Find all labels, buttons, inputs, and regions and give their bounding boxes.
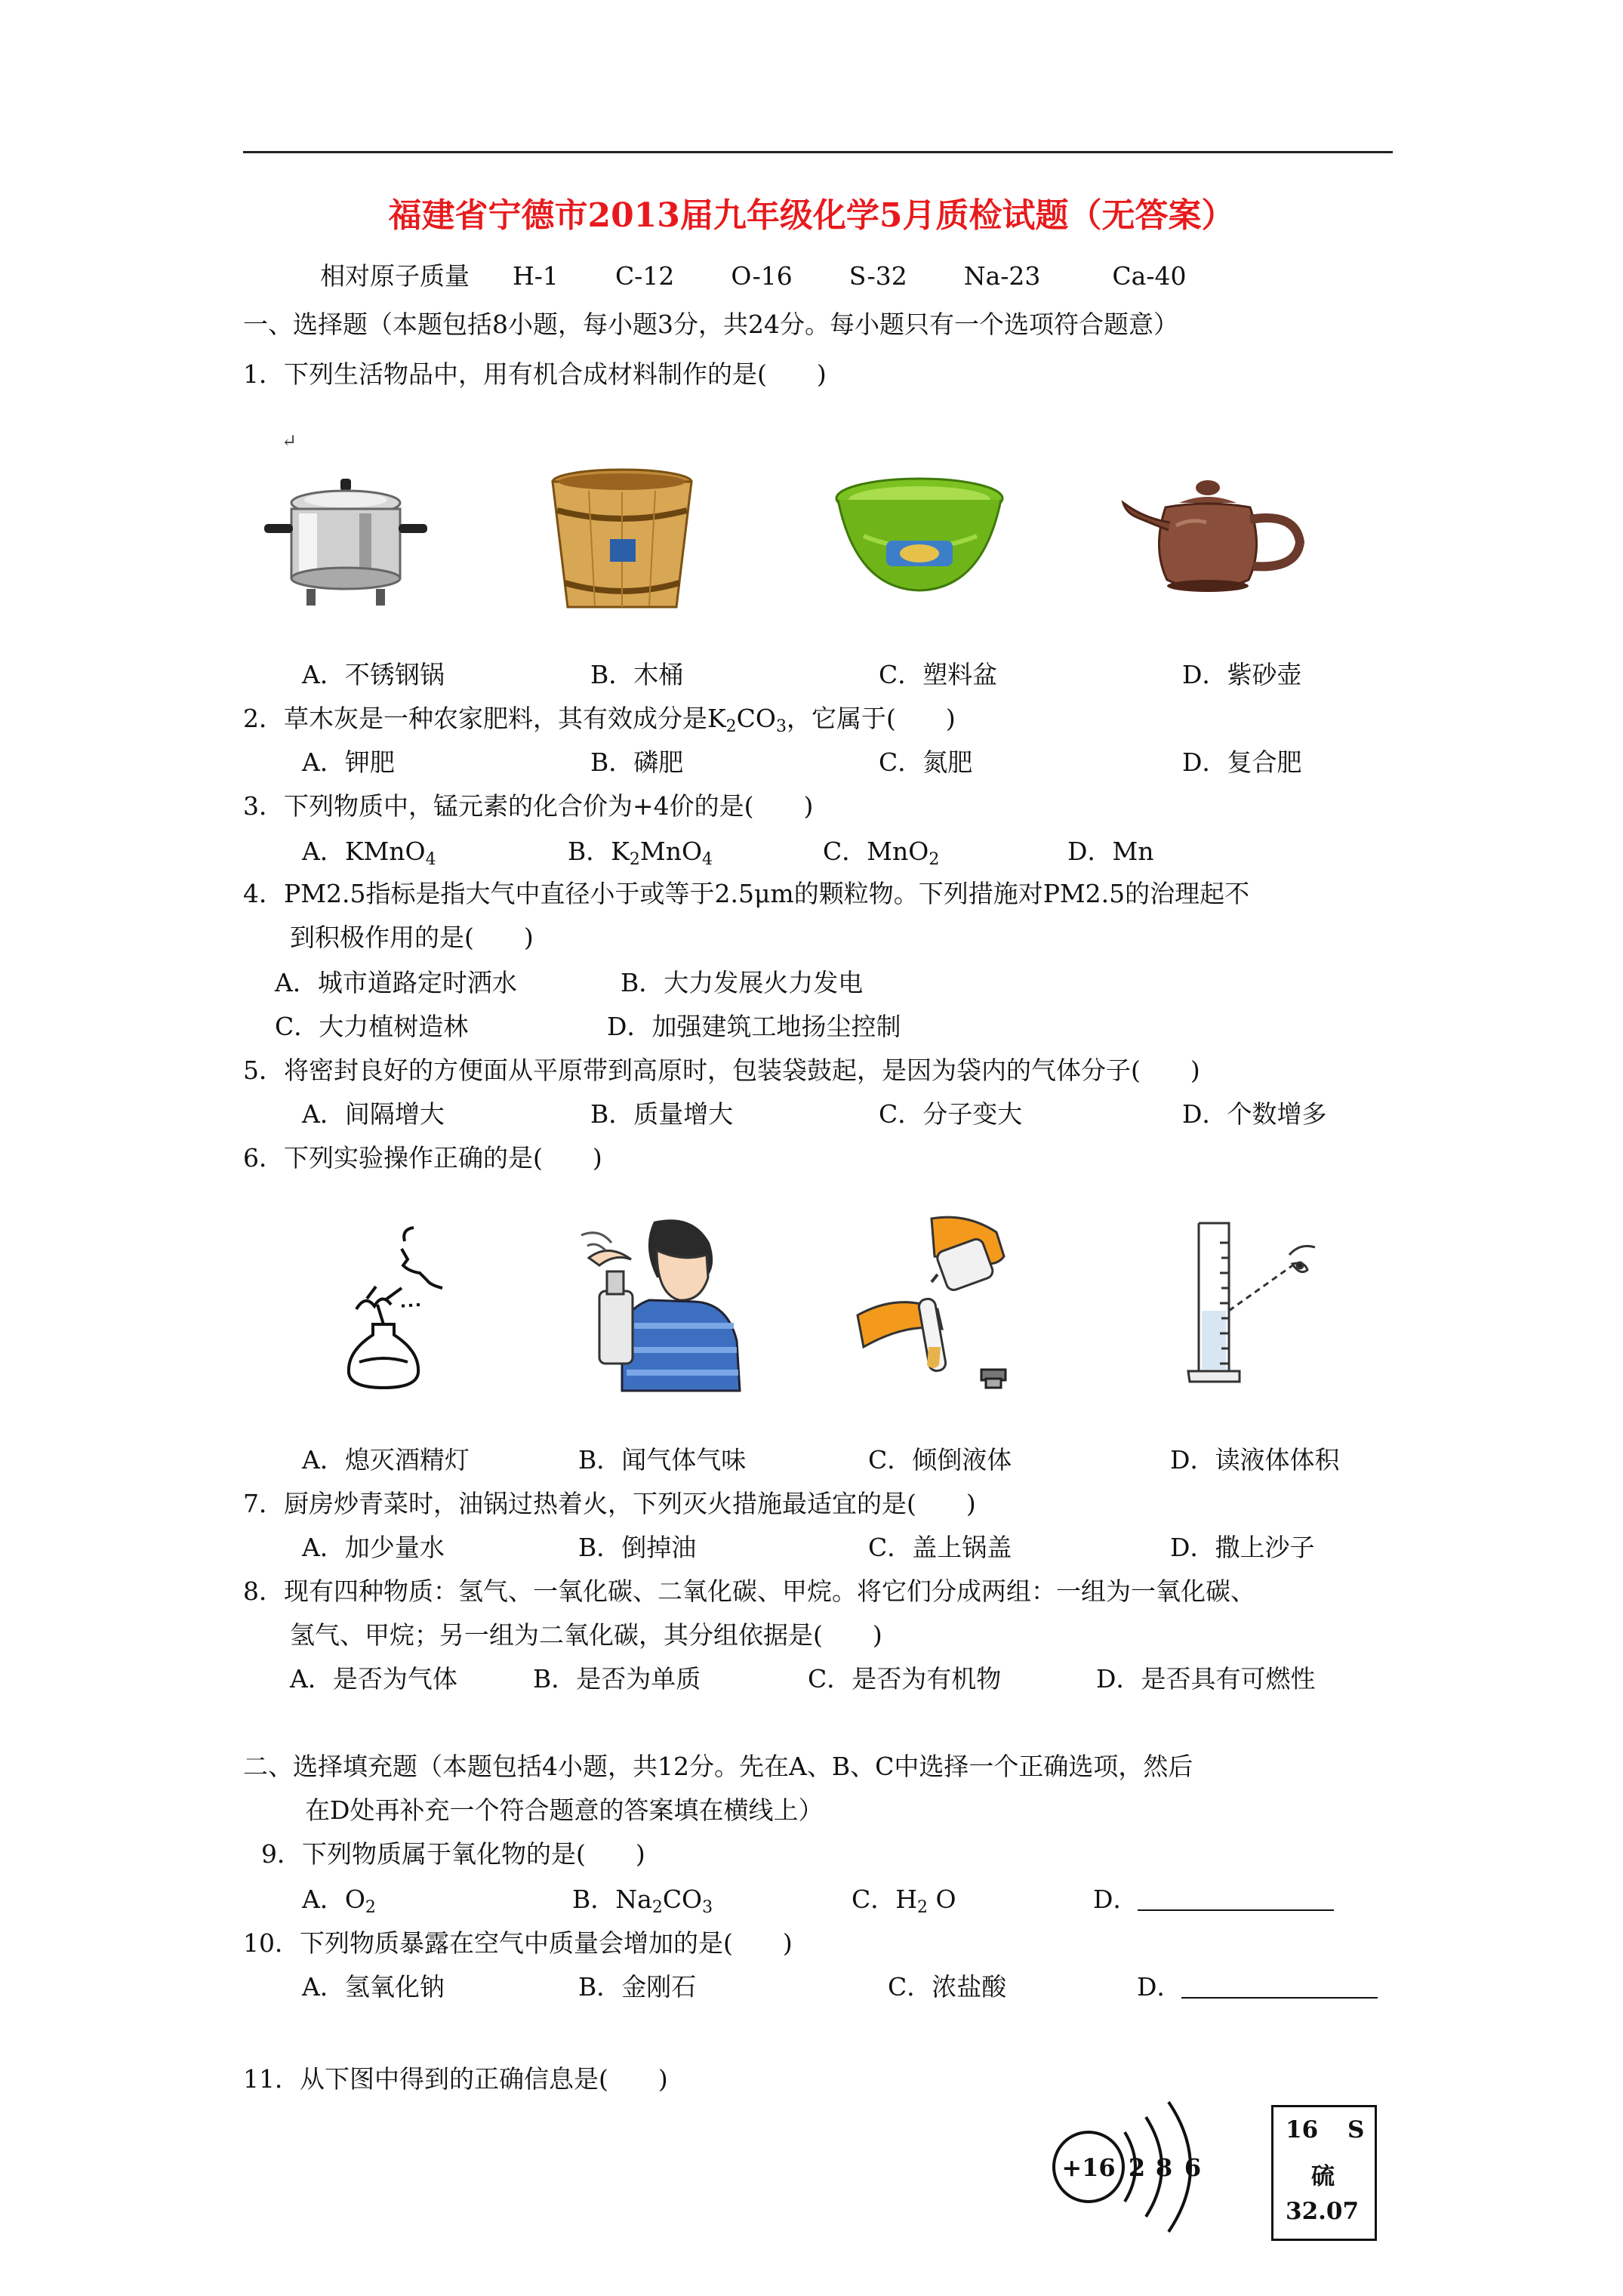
q2-stem: [243, 704, 956, 734]
atomic-mass-ca: Ca-40: [1112, 261, 1187, 291]
q1-option-b: B．木桶: [590, 660, 684, 689]
q7-option-a: A．加少量水: [302, 1533, 445, 1562]
q2-stem-sub2: 3: [775, 717, 787, 736]
q3-option-a-sub: 4: [425, 850, 436, 869]
q4-option-d: D．加强建筑工地扬尘控制: [607, 1012, 901, 1041]
q3-option-b-pre: B．K: [568, 837, 630, 866]
q3-option-c: [823, 837, 939, 867]
q6-option-a: A．熄灭酒精灯: [302, 1445, 470, 1475]
element-name: 硫: [1311, 2163, 1335, 2190]
q10-option-d-text: D．: [1137, 1972, 1182, 2002]
q4-option-c: C．大力植树造林: [275, 1012, 469, 1041]
q9-option-a-text: A．O: [302, 1885, 365, 1914]
q8-option-a: A．是否为气体: [290, 1664, 457, 1693]
element-number: 16: [1286, 2116, 1319, 2143]
q10-option-d: [1137, 1972, 1378, 2002]
q9-option-c-post: O: [928, 1885, 956, 1914]
q2-option-d: D．复合肥: [1182, 747, 1302, 777]
q2-option-c: C．氮肥: [879, 747, 973, 777]
q9-option-b-pre: B．Na: [572, 1885, 652, 1914]
q9-option-b: [572, 1885, 713, 1915]
pouring-liquid-icon: [853, 1214, 1034, 1395]
q9-option-b-sub1: 2: [651, 1898, 663, 1917]
q6-option-d: D．读液体体积: [1170, 1445, 1340, 1475]
q5-option-a: A．间隔增大: [302, 1099, 445, 1129]
atomic-mass-c: C-12: [614, 261, 675, 291]
element-mass: 32.07: [1286, 2198, 1360, 2225]
q9-option-c-sub: 2: [917, 1898, 929, 1917]
q8-option-b: B．是否为单质: [533, 1664, 701, 1693]
q8-stem-line1: 8．现有四种物质：氢气、一氧化碳、二氧化碳、甲烷。将它们分成两组：一组为一氧化碳、: [243, 1576, 1255, 1606]
atomic-mass-o: O-16: [731, 261, 793, 291]
header-rule: [243, 151, 1393, 153]
q9-answer-blank[interactable]: [1138, 1887, 1334, 1911]
atomic-mass-na: Na-23: [963, 261, 1041, 291]
graduated-cylinder-reading-icon: [1187, 1220, 1335, 1391]
q11-stem: 11．从下图中得到的正确信息是( ): [243, 2064, 668, 2094]
q8-option-d: D．是否具有可燃性: [1096, 1664, 1316, 1693]
q5-option-c: C．分子变大: [879, 1099, 1023, 1129]
q9-stem: 9．下列物质属于氧化物的是( ): [261, 1839, 645, 1869]
q10-option-c: C．浓盐酸: [888, 1972, 1007, 2002]
element-info-box: [1271, 2105, 1377, 2241]
q7-option-c: C．盖上锅盖: [868, 1533, 1012, 1562]
q10-answer-blank[interactable]: [1181, 1974, 1378, 1999]
q3-option-c-text: C．MnO: [823, 837, 929, 866]
q6-option-b: B．闻气体气味: [578, 1445, 747, 1475]
q3-stem: 3．下列物质中，锰元素的化合价为+4价的是( ): [243, 791, 814, 821]
q10-option-b: B．金刚石: [578, 1972, 697, 2002]
q1-option-c: C．塑料盆: [879, 660, 998, 689]
q3-option-a-text: A．KMnO: [302, 837, 426, 866]
nucleus-charge: +16: [1061, 2153, 1116, 2182]
q1-option-d: D．紫砂壶: [1182, 660, 1302, 689]
q9-option-a: [302, 1885, 376, 1915]
q2-option-a: A．钾肥: [302, 747, 395, 777]
q9-option-c-pre: C．H: [852, 1885, 918, 1914]
q3-option-b-mid: MnO: [639, 837, 703, 866]
q3-option-c-sub: 2: [929, 850, 940, 869]
q7-stem: 7．厨房炒青菜时，油锅过热着火，下列灭火措施最适宜的是( ): [243, 1489, 976, 1518]
section1-heading: 一、选择题（本题包括8小题，每小题3分，共24分。每小题只有一个选项符合题意）: [243, 310, 1178, 339]
q4-option-a: A．城市道路定时洒水: [275, 968, 517, 997]
shell-3-count: 6: [1184, 2153, 1202, 2182]
q9-option-a-sub: 2: [365, 1898, 376, 1917]
q3-option-a: [302, 837, 436, 867]
shell-1-count: 2: [1128, 2153, 1146, 2182]
q1-stem: 1．下列生活物品中，用有机合成材料制作的是( ): [243, 359, 827, 389]
atomic-mass-line: [320, 261, 1187, 291]
q9-option-d-text: D．: [1093, 1885, 1138, 1914]
section2-heading-line2: 在D处再补充一个符合题意的答案填在横线上）: [305, 1795, 824, 1825]
q4-option-b: B．大力发展火力发电: [621, 968, 864, 997]
plastic-basin-icon: [833, 476, 1006, 596]
q8-stem-line2: 氢气、甲烷；另一组为二氧化碳，其分组依据是( ): [290, 1620, 882, 1650]
boy-smelling-gas-icon: [566, 1213, 740, 1391]
shell-2-count: 8: [1155, 2153, 1173, 2182]
q5-option-b: B．质量增大: [590, 1099, 734, 1129]
element-symbol: S: [1347, 2116, 1365, 2143]
q7-option-b: B．倒掉油: [578, 1533, 697, 1562]
alcohol-lamp-blowing-icon: [329, 1226, 473, 1392]
q3-option-b-sub2: 4: [702, 850, 713, 869]
q2-stem-post: ，它属于( ): [786, 704, 956, 733]
q2-option-b: B．磷肥: [590, 747, 684, 777]
q8-option-c: C．是否为有机物: [808, 1664, 1002, 1693]
atomic-mass-label: 相对原子质量: [320, 261, 470, 291]
q5-stem: 5．将密封良好的方便面从平原带到高原时，包装袋鼓起，是因为袋内的气体分子( ): [243, 1056, 1200, 1085]
wooden-bucket-icon: [547, 467, 698, 615]
q9-option-c: [852, 1885, 956, 1915]
q10-stem: 10．下列物质暴露在空气中质量会增加的是( ): [243, 1928, 793, 1958]
paragraph-mark: ↵: [282, 430, 297, 451]
atomic-mass-h: H-1: [513, 261, 559, 291]
q2-stem-pre: 2．草木灰是一种农家肥料，其有效成分是K: [243, 704, 726, 733]
teapot-icon: [1116, 473, 1315, 603]
q2-stem-mid: CO: [736, 704, 776, 733]
q4-stem-line2: 到积极作用的是( ): [290, 923, 534, 952]
atomic-mass-s: S-32: [848, 261, 907, 291]
q10-option-a: A．氢氧化钠: [302, 1972, 445, 2002]
section2-heading-line1: 二、选择填充题（本题包括4小题，共12分。先在A、B、C中选择一个正确选项，然后: [243, 1752, 1193, 1781]
sulfur-atom-structure-diagram: [1042, 2087, 1223, 2253]
q6-stem: 6．下列实验操作正确的是( ): [243, 1143, 602, 1173]
q9-option-b-sub2: 3: [702, 1898, 713, 1917]
q9-option-d: [1093, 1885, 1334, 1915]
q3-option-d: D．Mn: [1067, 837, 1154, 866]
q3-option-b-sub1: 2: [629, 850, 640, 869]
q7-option-d: D．撒上沙子: [1170, 1533, 1315, 1562]
q6-option-c: C．倾倒液体: [868, 1445, 1012, 1475]
q3-option-b: [568, 837, 713, 867]
pot-icon: [261, 474, 427, 610]
q1-option-a: A．不锈钢锅: [302, 660, 445, 689]
q5-option-d: D．个数增多: [1182, 1099, 1327, 1129]
q4-stem-line1: 4．PM2.5指标是指大气中直径小于或等于2.5μm的颗粒物。下列措施对PM2.5的治理起不: [243, 879, 1250, 908]
q2-stem-sub1: 2: [725, 717, 737, 736]
q9-option-b-mid: CO: [662, 1885, 703, 1914]
page-title: 福建省宁德市2013届九年级化学5月质检试题（无答案）: [388, 196, 1235, 235]
